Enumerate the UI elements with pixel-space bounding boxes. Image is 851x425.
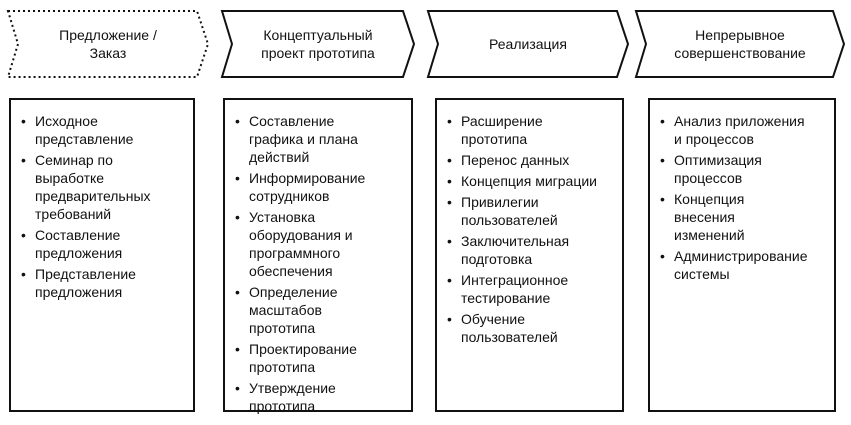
list-item: • Составление предложения [21,226,185,262]
stage-3-title: Реализация [489,36,567,52]
list-item: • Администрирование системы [660,247,826,283]
stage-4-list [660,112,826,283]
list-item: • Информирование сотрудников [235,169,403,205]
stage-1-list [21,112,185,301]
list-item: • Перенос данных [447,151,614,169]
list-item: • Привилегии пользователей [447,193,614,229]
stage-4-box [648,98,836,412]
stage-1-title: Предложение / Заказ [59,27,157,61]
list-item: • Анализ приложения и процессов [660,112,826,148]
list-item: • Расширение прототипа [447,112,614,148]
list-item: • Семинар по выработке предварительных требований [21,151,185,223]
list-item: • Заключительная подготовка [447,232,614,268]
list-item: • Исходное представление [21,112,185,148]
stage-2-list [235,112,403,415]
stage-2-box [223,98,413,412]
list-item: • Концепция внесения изменений [660,190,826,244]
list-item: • Обучение пользователей [447,310,614,346]
list-item: • Утверждение прототипа [235,379,403,415]
stage-2-title: Концептуальный проект прототипа [261,27,375,61]
stage-3-box [435,98,624,412]
list-item: • Определение масштабов прототипа [235,283,403,337]
list-item: • Оптимизация процессов [660,151,826,187]
list-item: • Проектирование прототипа [235,340,403,376]
stage-1-box [9,98,195,412]
list-item: • Представление предложения [21,265,185,301]
list-item: • Установка оборудования и программного обеспечения [235,208,403,280]
stage-4-title: Непрерывное совершенствование [674,27,806,61]
list-item: • Концепция миграции [447,172,614,190]
list-item: • Составление графика и плана действий [235,112,403,166]
stage-3-list [447,112,614,346]
list-item: • Интеграционное тестирование [447,271,614,307]
